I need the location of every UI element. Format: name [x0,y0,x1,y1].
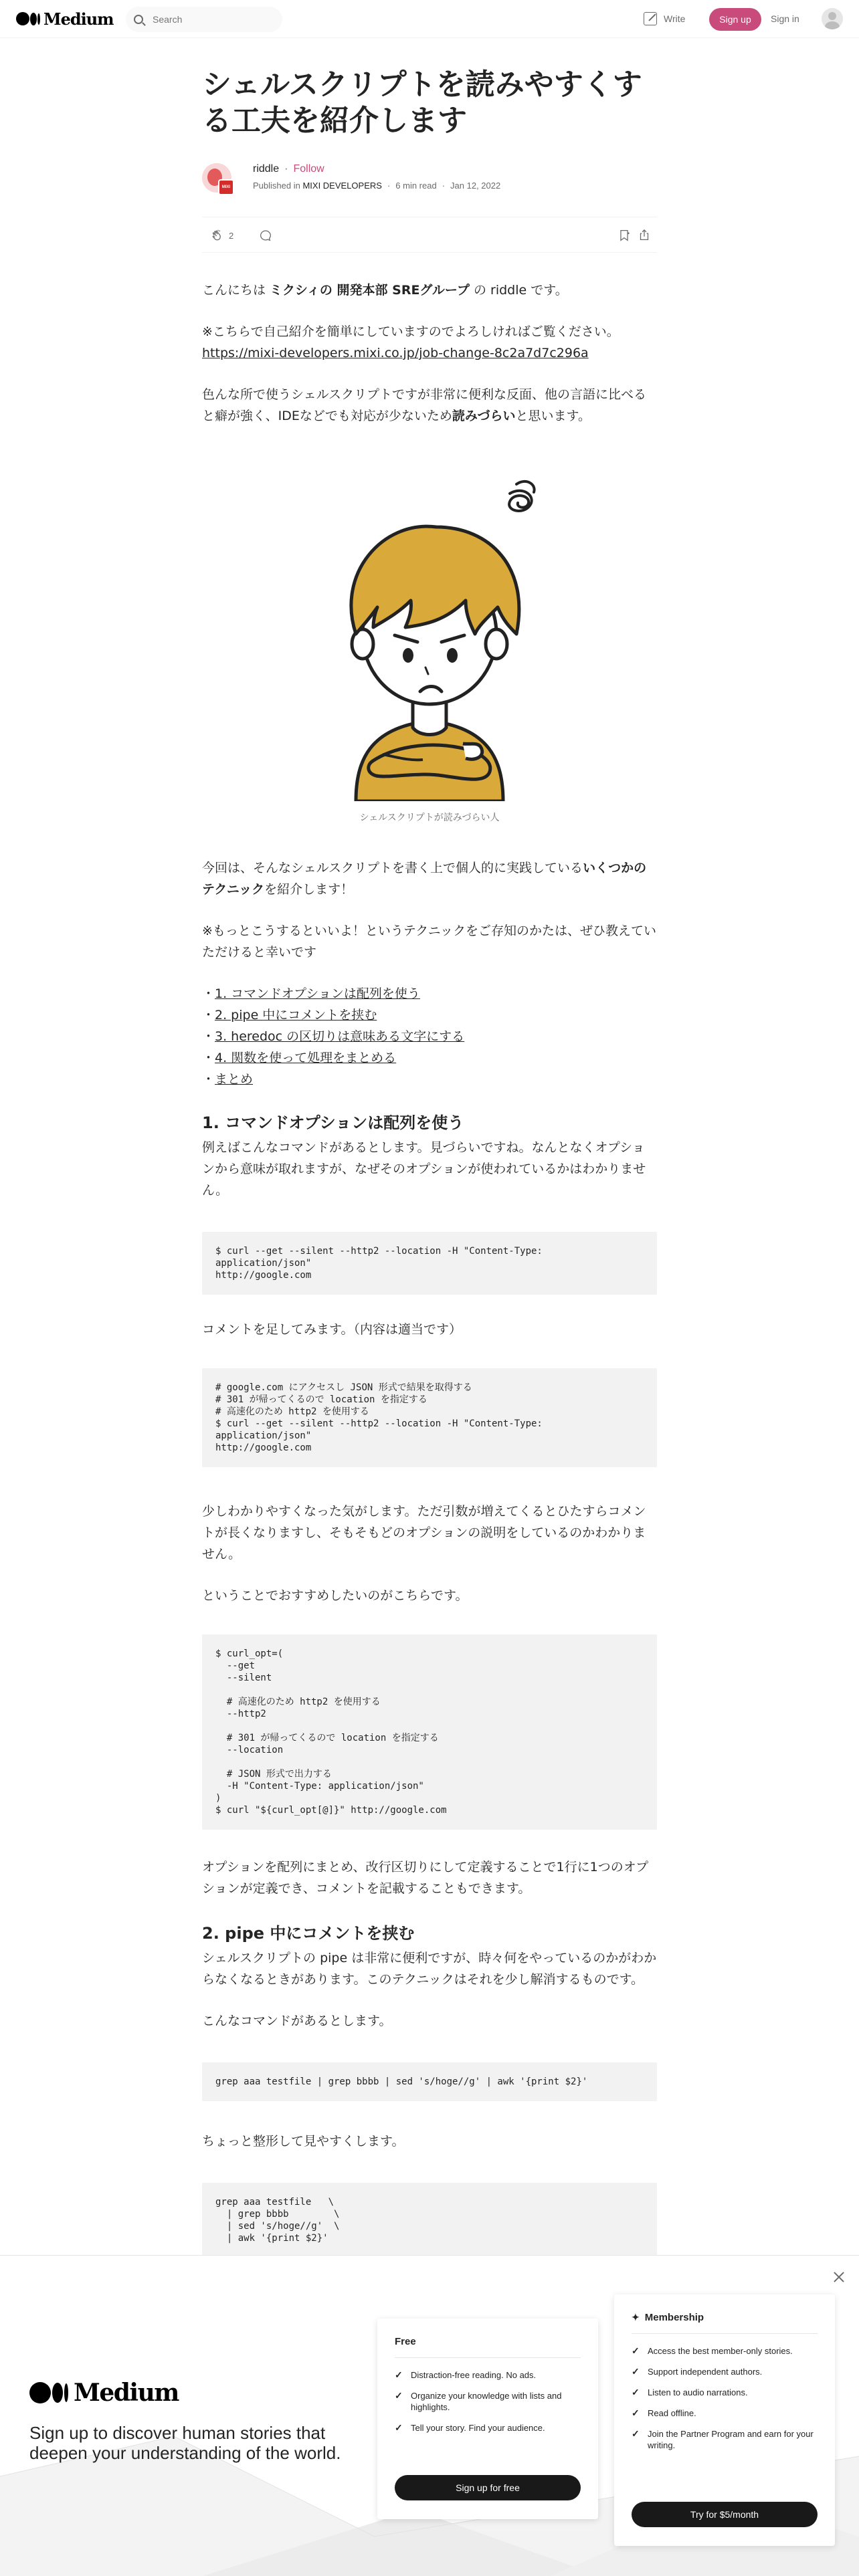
toc-link-2[interactable]: 2. pipe 中にコメントを挟む [215,1008,377,1023]
share-icon [637,227,652,242]
write-icon [644,12,657,25]
paragraph-pipe: シェルスクリプトの pipe は非常に便利ですが、時々何をやっているのかがわからなくなるときがあります。このテクニックはそれを少し解消するものです。 [202,1951,657,1987]
paragraph-format: ちょっと整形して見やすくします。 [202,2134,405,2149]
membership-feature: ✓ Support independent authors. [632,2366,818,2377]
search-input[interactable] [153,14,266,25]
author-name[interactable]: riddle [253,163,280,175]
article-title: シェルスクリプトを読みやすくする工夫を紹介します [202,68,642,138]
code-block-5: grep aaa testfile \ | grep bbbb \ | sed 's/hoge//g' \ | awk '{print $2}' [202,2183,657,2258]
membership-plan-title: ✦ Membership [632,2312,704,2323]
paragraph-add-comment: コメントを足してみます。（内容は適当です） [202,1322,462,1337]
toc-item: ・まとめ [202,1072,254,1087]
paragraph-array-explain: オプションを配列にまとめ、改行区切りにして定義することで1行に1つのオプションが定義でき、コメントを記載することもできます。 [202,1860,649,1896]
medium-wordmark: Medium [43,9,114,29]
toc-link-4[interactable]: 4. 関数を使って処理をまとめる [215,1051,397,1065]
membership-feature: ✓ Listen to audio narrations. [632,2387,818,2398]
signup-button[interactable]: Sign up [709,8,761,31]
comment-icon [258,228,273,243]
bookmark-button[interactable] [617,228,632,245]
paragraph-command: こんなコマンドがあるとします。 [202,2014,392,2028]
share-button[interactable] [637,227,652,245]
paragraph-example: 例えばこんなコマンドがあるとします。見づらいですね。なんとなくオプションから意味が取れますが、なぜそのオプションが使われているかはわかりません。 [202,1140,646,1198]
paragraph-problem: 色んな所で使うシェルスクリプトですが非常に便利な反面、他の言語に比べると癖が強く、IDEなどでも対応が少ないため読みづらいと思います。 [202,387,647,423]
code-block-2: # google.com にアクセスし JSON 形式で結果を取得する # 301 が帰ってくるので location を指定する # 高速化のため http2 を使用する $ curl --get --silent --http2 --location -H "Content-Type: application/json" http://google.com [202,1368,657,1467]
free-feature: ✓ Organize your knowledge with lists and highlights. [395,2390,581,2413]
free-plan-card [377,2319,598,2519]
membership-plan-card [614,2294,835,2546]
published-in-label: Published in [253,181,300,191]
membership-feature: ✓ Access the best member-only stories. [632,2345,818,2357]
read-time: 6 min read [395,181,437,191]
signin-link[interactable]: Sign in [771,13,799,24]
paragraph-better: 少しわかりやすくなった気がします。ただ引数が増えてくるとひたすらコメントが長くなりますし、そもそもどのオプションの説明をしているのかわかりません。 [202,1504,646,1562]
write-button[interactable] [644,12,685,25]
signup-overlay [0,2255,859,2576]
write-label: Write [664,13,686,24]
confused-person-illustration [309,467,550,801]
figure-caption: シェルスクリプトが読みづらい人 [359,812,500,823]
toc-item: ・2. pipe 中にコメントを挟む [202,1008,377,1023]
toc-item: ・4. 関数を使って処理をまとめる [202,1051,397,1065]
comment-button[interactable] [258,228,273,245]
code-block-3: $ curl_opt=( --get --silent # 高速化のため http2 を使用する --http2 # 301 が帰ってくるので location を指定する --location # JSON 形式で出力する -H "Content-Type: application/json" ) $ curl "${curl_opt[@]}" http://google.com [202,1634,657,1830]
close-icon[interactable] [832,2270,846,2284]
user-avatar-icon[interactable] [822,8,843,29]
action-bar [202,217,657,253]
clap-count: 2 [229,230,234,241]
medium-logo-icon [16,12,40,25]
free-feature: ✓ Tell your story. Find your audience. [395,2422,581,2434]
article [202,67,657,2258]
search-icon [134,15,143,24]
section-heading-1: 1. コマンドオプションは配列を使う [202,1113,464,1132]
byline: MIXI riddle · Follow Published in MIXI DEVELOPERS · 6 min read · Jan 12, 2022 [202,163,657,201]
try-membership-button[interactable]: Try for $5/month [632,2502,818,2527]
paragraph-request: ※もっとこうするといいよ！というテクニックをご存知のかたは、ぜひ教えていただけると幸いです [202,924,657,960]
toc-link-3[interactable]: 3. heredoc の区切りは意味ある文字にする [215,1029,465,1044]
overlay-medium-logo: Medium [29,2379,179,2407]
paragraph-recommend: ということでおすすめしたいのがこちらです。 [202,1588,468,1603]
clap-icon [210,228,225,243]
article-body [202,280,657,2258]
medium-logo[interactable] [16,9,114,28]
publication-badge-text: MIXI [219,181,233,194]
membership-feature: ✓ Join the Partner Program and earn for your writing. [632,2428,818,2451]
follow-link[interactable]: Follow [293,163,324,175]
paragraph-intro: こんにちは ミクシィの 開発本部 SREグループ の riddle です。 [202,283,568,298]
toc-link-1[interactable]: 1. コマンドオプションは配列を使う [215,986,420,1001]
publish-date: Jan 12, 2022 [450,181,501,191]
membership-feature: ✓ Read offline. [632,2407,818,2419]
table-of-contents [202,983,657,1090]
bookmark-icon [617,228,632,243]
search-box[interactable] [126,7,282,32]
code-block-1: $ curl --get --silent --http2 --location -H "Content-Type: application/json" http://google.com [202,1232,657,1295]
overlay-tagline: Sign up to discover human stories that deepen your understanding of the world. [29,2423,341,2463]
figure [202,467,657,824]
top-nav [0,0,859,38]
self-intro-link[interactable]: https://mixi-developers.mixi.co.jp/job-change-8c2a7d7c296a [202,346,589,360]
toc-item: ・1. コマンドオプションは配列を使う [202,986,420,1001]
free-plan-title: Free [395,2336,416,2347]
free-feature: ✓ Distraction-free reading. No ads. [395,2369,581,2381]
paragraph-self-intro: ※こちらで自己紹介を簡単にしていますのでよろしければご覧ください。 https://mixi-developers.mixi.co.jp/job-change-8c2a7d7c296a [202,324,619,360]
toc-link-summary[interactable]: まとめ [215,1072,254,1087]
publication-link[interactable]: MIXI DEVELOPERS [302,181,382,191]
publication-avatar[interactable] [218,179,234,195]
signup-free-button[interactable]: Sign up for free [395,2475,581,2500]
section-heading-2: 2. pipe 中にコメントを挟む [202,1924,415,1943]
clap-button[interactable] [210,228,233,243]
paragraph-overview: 今回は、そんなシェルスクリプトを書く上で個人的に実践しているいくつかのテクニックを紹介します！ [202,861,647,897]
sparkle-icon: ✦ [632,2312,640,2323]
toc-item: ・3. heredoc の区切りは意味ある文字にする [202,1029,465,1044]
code-block-4: grep aaa testfile | grep bbbb | sed 's/hoge//g' | awk '{print $2}' [202,2062,657,2101]
